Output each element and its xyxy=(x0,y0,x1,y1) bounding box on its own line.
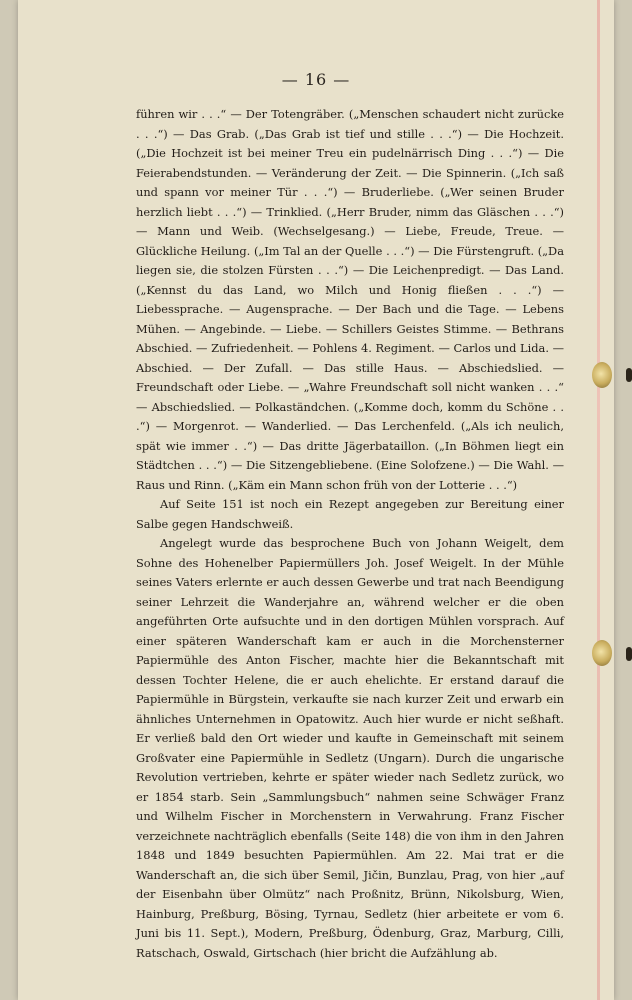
binding-hole-bottom xyxy=(592,640,612,666)
paragraph-weigelt-biography: Angelegt wurde das besprochene Buch von Johann Weigelt, dem Sohne des Hohenelber Papiermüllers Joh. Josef Weigelt. In der Mühle seines Vaters erlernte er auch dessen Gewerbe und trat nach Beendigung seiner Lehrzeit die Wanderjahre an, während welcher er die oben angeführten Orte aufsuchte und in den dortigen Mühlen vorsprach. Auf einer späteren Wanderschaft kam er auch in die Morchensterner Papiermühle des Anton Fischer, machte hier die Bekanntschaft mit dessen Tochter Helene, die er auch ehelichte. Er erstand darauf die Papiermühle in Bürgstein, verkaufte sie nach kurzer Zeit und erwarb ein ähnliches Unternehmen in Opatowitz. Auch hier wurde er nicht seßhaft. Er verließ bald den Ort wieder und kaufte in Gemeinschaft mit seinem Großvater eine Papiermühle in Sedletz (Ungarn). Durch die ungarische Revolution vertrieben, kehrte er später wieder nach Sedletz zurück, wo er 1854 starb. Sein „Sammlungsbuch“ nahmen seine Schwäger Franz und Wilhelm Fischer in Morchenstern in Verwahrung. Franz Fischer verzeichnete nachträglich ebenfalls (Seite 148) die von ihm in den Jahren 1848 und 1849 besuchten Papiermühlen. Am 22. Mai trat er die Wanderschaft an, die sich über Semil, Jičin, Bunzlau, Prag, von hier „auf der Eisenbahn über Olmütz“ nach Proßnitz, Brünn, Nikolsburg, Wien, Hainburg, Preßburg, Bösing, Tyrnau, Sedletz (hier arbeitete er vom 6. Juni bis 11. Sept.), Modern, Preßburg, Ödenburg, Graz, Marburg, Cilli, Ratschach, Oswald, Girtschach (hier bricht die Aufzählung ab. xyxy=(136,536,564,960)
binding-thread-bottom xyxy=(626,647,632,661)
binding-hole-top xyxy=(592,362,612,388)
page-number: — 16 — xyxy=(281,70,351,89)
paragraph-song-list: führen wir . . .“ — Der Totengräber. („Menschen schaudert nicht zurücke . . .“) — Das Grab. („Das Grab ist tief und stille . . .“) — Die Hochzeit. („Die Hochzeit ist bei meiner Treu ein pudelnärrisch Ding . . .“) — Die Feierabendstunden. — Veränderung der Zeit. — Die Spinnerin. („Ich saß und spann vor meiner Tür . . .“) — Bruderliebe. („Wer seinen Bruder herzlich liebt . . .“) — Trinklied. („Herr Bruder, nimm das Gläschen . . .“) — Mann und Weib. (Wechselgesang.) — Liebe, Freude, Treue. — Glückliche Heilung. („Im Tal an der Quelle . . .“) — Die Fürstengruft. („Da liegen sie, die stolzen Fürsten . . .“) — Die Leichenpredigt. — Das Land. („Kennst du das Land, wo Milch und Honig fließen . . .“) — Liebessprache. — Augensprache. — Der Bach und die Tage. — Lebens Mühen. — Angebinde. — Liebe. — Schillers Geistes Stimme. — Bethrans Abschied. — Zufriedenheit. — Pohlens 4. Regiment. — Carlos und Lida. — Abschied. — Der Zufall. — Das stille Haus. — Abschiedslied. — Freundschaft oder Liebe. — „Wahre Freundschaft soll nicht wanken . . .“ — Abschiedslied. — Polkaständchen. („Komme doch, komm du Schöne . . .“) — Morgenrot. — Wanderlied. — Das Lerchenfeld. („Als ich neulich, spät wie immer . .“) — Das dritte Jägerbataillon. („In Böhmen liegt ein Städtchen . . .“) — Die Sitzengebliebene. (Eine Solofzene.) — Die Wahl. — Raus und Rinn. („Käm ein Mann schon früh von der Lotterie . . .“) xyxy=(136,107,564,492)
binding-thread-top xyxy=(626,368,632,382)
body-text xyxy=(136,105,564,963)
paragraph-recipe-note: Auf Seite 151 ist noch ein Rezept angegeben zur Bereitung einer Salbe gegen Handschweiß. xyxy=(136,497,564,531)
margin-red-rule xyxy=(597,0,600,1000)
